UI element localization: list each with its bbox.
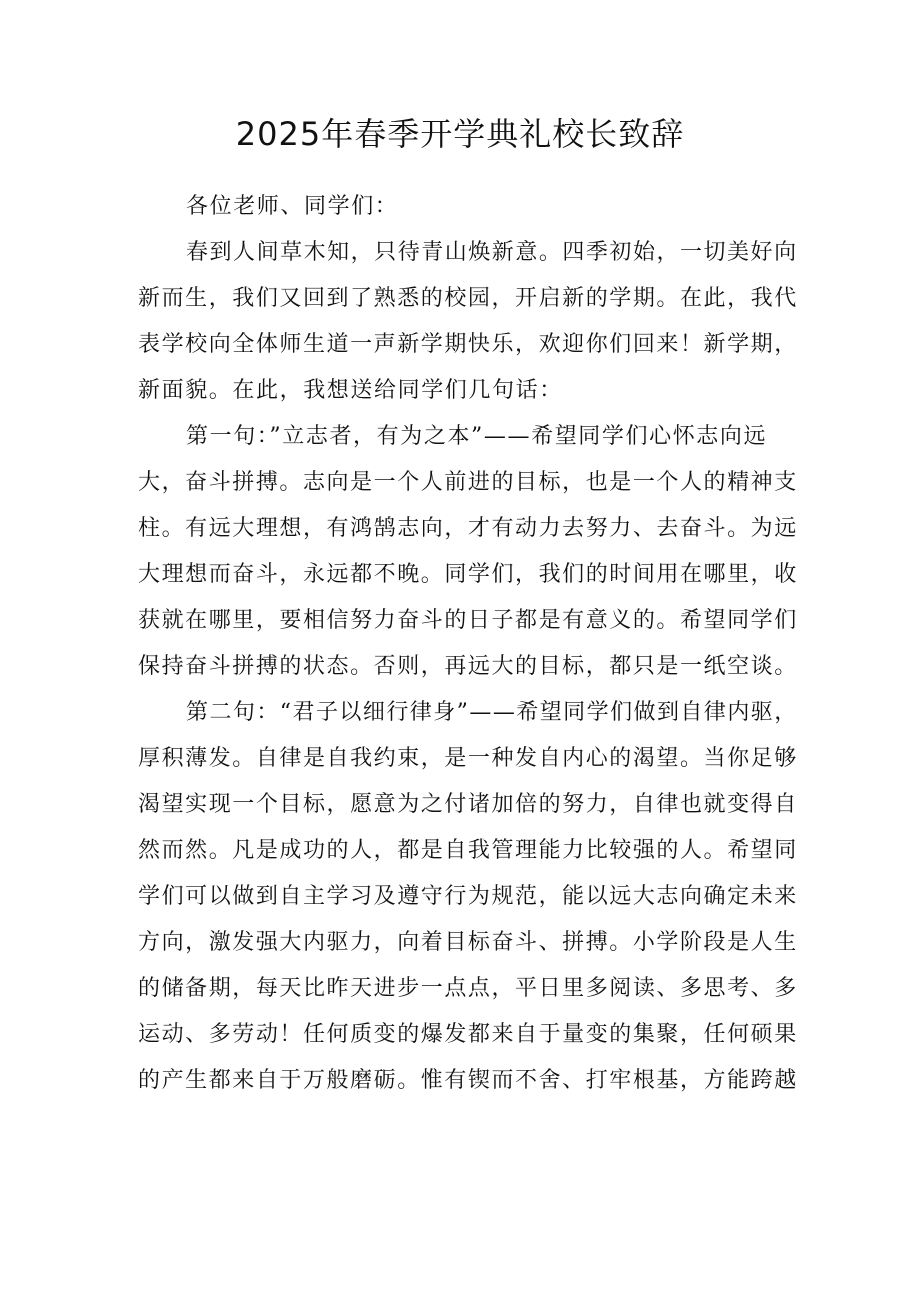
text-line: 渴望实现一个目标，愿意为之付诸加倍的努力，自律也就变得自	[138, 792, 798, 817]
text-line: 第一句：”立志者，有为之本”——希望同学们心怀志向远	[186, 424, 768, 449]
text-line: 获就在哪里，要相信努力奋斗的日子都是有意义的。希望同学们	[138, 608, 798, 633]
text-line: 大理想而奋斗，永远都不晚。同学们，我们的时间用在哪里，收	[138, 562, 798, 587]
text-line: 第二句：“君子以细行律身”——希望同学们做到自律内驱，	[186, 700, 798, 725]
text-line: 各位老师、同学们：	[186, 194, 399, 219]
text-line: 的产生都来自于万般磨砺。惟有锲而不舍、打牢根基，方能跨越	[138, 1068, 798, 1093]
text-line: 春到人间草木知，只待青山焕新意。四季初始，一切美好向	[186, 240, 798, 265]
text-line: 方向，激发强大内驱力，向着目标奋斗、拼搏。小学阶段是人生	[138, 930, 798, 955]
text-line: 厚积薄发。自律是自我约束，是一种发自内心的渴望。当你足够	[138, 746, 798, 771]
text-line: 柱。有远大理想，有鸿鹄志向，才有动力去努力、去奋斗。为远	[138, 516, 798, 541]
text-line: 运动、多劳动！任何质变的爆发都来自于量变的集聚，任何硕果	[138, 1022, 798, 1047]
text-line: 的储备期，每天比昨天进步一点点，平日里多阅读、多思考、多	[138, 976, 798, 1001]
text-line: 新面貌。在此，我想送给同学们几句话：	[138, 378, 563, 403]
text-line: 表学校向全体师生道一声新学期快乐，欢迎你们回来！新学期，	[138, 332, 798, 357]
text-line: 保持奋斗拼搏的状态。否则，再远大的目标，都只是一纸空谈。	[138, 654, 798, 679]
text-line: 大，奋斗拼搏。志向是一个人前进的目标，也是一个人的精神支	[138, 470, 798, 495]
speech-body	[138, 184, 798, 1104]
text-line: 新而生，我们又回到了熟悉的校园，开启新的学期。在此，我代	[138, 286, 798, 311]
text-line: 然而然。凡是成功的人，都是自我管理能力比较强的人。希望同	[138, 838, 798, 863]
text-line: 学们可以做到自主学习及遵守行为规范，能以远大志向确定未来	[138, 884, 798, 909]
document-title: 2025年春季开学典礼校长致辞	[235, 115, 685, 153]
